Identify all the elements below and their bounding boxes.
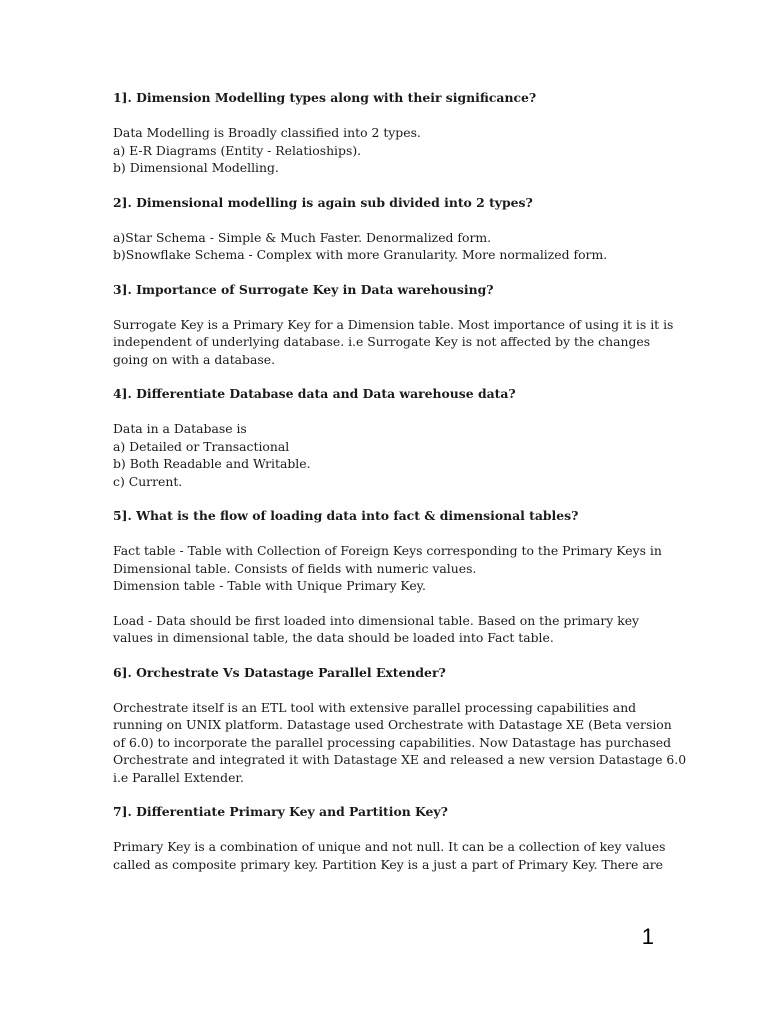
question-heading: 7]. Differentiate Primary Key and Partition Key? <box>113 804 448 819</box>
answer-paragraph <box>113 420 673 490</box>
answer-line: c) Current. <box>113 473 183 489</box>
answer-paragraph <box>113 612 673 647</box>
answer-line: Orchestrate and integrated it with Datastage XE and released a new version Datastage 6.0 <box>113 752 687 767</box>
answer-line: b) Dimensional Modelling. <box>113 160 279 175</box>
answer-paragraph <box>113 542 673 595</box>
answer-line: Dimension table - Table with Unique Primary Key. <box>113 578 426 593</box>
section-3 <box>113 281 673 369</box>
answer-paragraph <box>113 838 673 873</box>
answer-line: Surrogate Key is a Primary Key for a Dimension table. Most importance of using it is it is <box>113 316 674 332</box>
section-6 <box>113 664 687 787</box>
answer-line: independent of underlying database. i.e Surrogate Key is not affected by the changes <box>113 334 651 349</box>
answer-line: a) Detailed or Transactional <box>113 438 290 454</box>
question-heading: 6]. Orchestrate Vs Datastage Parallel Extender? <box>113 664 446 680</box>
answer-line: Data Modelling is Broadly classified into 2 types. <box>113 125 421 140</box>
question-heading: 1]. Dimension Modelling types along with their significance? <box>113 90 537 105</box>
section-2 <box>113 194 673 264</box>
answer-line: values in dimensional table, the data should be loaded into Fact table. <box>113 630 554 645</box>
answer-line: running on UNIX platform. Datastage used Orchestrate with Datastage XE (Beta version <box>113 717 672 732</box>
question-heading: 4]. Differentiate Database data and Data warehouse data? <box>113 386 516 401</box>
answer-line: called as composite primary key. Partition Key is a just a part of Primary Key. There are <box>113 856 663 872</box>
answer-paragraph <box>113 124 673 177</box>
answer-paragraph <box>113 699 687 787</box>
answer-line: a) E-R Diagrams (Entity - Relatioships). <box>113 142 362 158</box>
answer-line: of 6.0) to incorporate the parallel processing capabilities. Now Datastage has purchased <box>113 734 672 750</box>
section-4 <box>113 385 673 490</box>
answer-paragraph <box>113 316 673 369</box>
answer-line: going on with a database. <box>113 351 276 367</box>
answer-paragraph <box>113 229 673 264</box>
question-heading: 5]. What is the flow of loading data into fact & dimensional tables? <box>113 508 579 523</box>
answer-line: Load - Data should be first loaded into dimensional table. Based on the primary key <box>113 612 640 628</box>
section-5 <box>113 507 673 647</box>
section-7 <box>113 803 673 873</box>
document-page <box>113 89 687 890</box>
answer-line: Dimensional table. Consists of fields with numeric values. <box>113 560 477 576</box>
answer-line: b)Snowflake Schema - Complex with more Granularity. More normalized form. <box>113 247 608 262</box>
answer-line: Orchestrate itself is an ETL tool with extensive parallel processing capabilities and <box>113 699 637 715</box>
question-heading: 3]. Importance of Surrogate Key in Data warehousing? <box>113 281 494 297</box>
answer-line: Primary Key is a combination of unique and not null. It can be a collection of key values <box>113 839 666 854</box>
page-number: 1 <box>641 924 654 949</box>
answer-line: i.e Parallel Extender. <box>113 769 244 785</box>
answer-line: Data in a Database is <box>113 421 247 436</box>
answer-line: Fact table - Table with Collection of Foreign Keys corresponding to the Primary Keys in <box>113 543 662 558</box>
question-heading: 2]. Dimensional modelling is again sub divided into 2 types? <box>113 194 533 210</box>
section-1 <box>113 89 673 177</box>
answer-line: a)Star Schema - Simple & Much Faster. Denormalized form. <box>113 229 492 245</box>
answer-line: b) Both Readable and Writable. <box>113 456 311 471</box>
